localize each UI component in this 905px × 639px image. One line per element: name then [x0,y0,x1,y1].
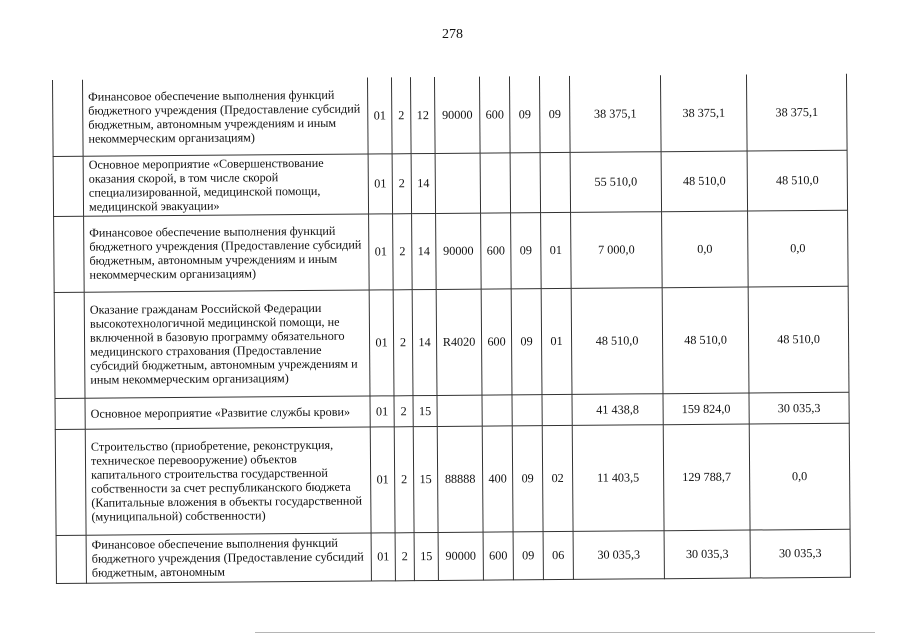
code-subsection: 06 [543,531,573,579]
code-subprogram: 2 [394,395,413,426]
index-cell [55,398,85,429]
row-name: Финансовое обеспечение выполнения функций бюджетного учреждения (Предоставление субсидий бюджетным, автономным учреждениям и иным некоммерческим организациям) [84,214,370,292]
code-expense-type [482,394,512,425]
amount-year-2: 30 035,3 [664,530,750,579]
code-subsection [542,394,572,425]
code-subsection: 02 [542,425,573,531]
amount-year-2: 38 375,1 [660,75,747,152]
code-expense-type [480,152,510,212]
code-direction: 90000 [438,532,483,580]
amount-year-2: 48 510,0 [662,287,749,394]
amount-year-3: 30 035,3 [750,529,850,578]
table-row [54,286,849,398]
code-direction: R4020 [436,289,482,395]
code-program: 01 [370,426,395,532]
index-cell [52,80,83,156]
row-name: Оказание гражданам Российской Федерации высокотехнологичной медицинской помощи, не включенной в базовую программу обязательного медицинского страхования (Предоставление субсидий бюджетным, автономным учреждениям и иным некоммерческим организациям) [84,290,370,398]
row-name: Строительство (приобретение, реконструкция, техническое перевооружение) объектов капитального строительства государственной собственности за счет республиканского бюджета (Капитальные вложения в объекты государственной (муниципальной) собственности) [85,427,371,535]
code-direction: 90000 [434,77,480,153]
amount-year-1: 30 035,3 [573,530,664,579]
scan-artifact-line [255,632,875,633]
amount-year-2: 129 788,7 [663,424,750,531]
amount-year-3: 38 375,1 [746,74,847,151]
amount-year-3: 0,0 [749,423,850,530]
code-program: 01 [369,289,394,395]
amount-year-3: 48 510,0 [747,150,847,211]
amount-year-1: 41 438,8 [572,393,663,425]
code-expense-type: 600 [481,288,512,394]
code-measure: 15 [413,395,437,426]
code-section [510,152,540,212]
amount-year-1: 11 403,5 [572,424,664,531]
code-measure: 14 [412,289,437,395]
amount-year-1: 7 000,0 [571,211,663,288]
budget-table [52,74,851,584]
index-cell [56,535,86,583]
code-subprogram: 2 [393,213,413,289]
code-section: 09 [511,288,542,394]
amount-year-2: 0,0 [662,211,749,288]
code-section: 09 [509,76,540,152]
index-cell [54,292,85,398]
code-subsection [540,152,570,212]
table-row [54,210,849,292]
code-program: 01 [369,213,394,289]
code-program: 01 [367,77,392,153]
page-number: 278 [442,27,463,42]
table-row [52,74,847,156]
code-expense-type: 600 [481,212,512,288]
code-measure: 15 [413,426,438,532]
code-measure: 12 [410,77,435,153]
code-subprogram: 2 [392,153,411,213]
code-direction [435,153,480,213]
code-section: 09 [511,212,542,288]
amount-year-3: 0,0 [748,210,849,287]
code-direction [437,395,482,426]
amount-year-2: 48 510,0 [661,151,747,212]
code-program: 01 [371,532,395,580]
amount-year-1: 38 375,1 [569,75,661,152]
code-direction: 90000 [436,213,482,289]
budget-table-container [52,74,851,584]
row-name: Основное мероприятие «Развитие службы крови» [85,396,370,429]
code-subsection: 09 [539,76,570,152]
code-expense-type: 600 [479,76,510,152]
index-cell [55,429,86,535]
code-section: 09 [512,425,543,531]
amount-year-1: 55 510,0 [570,151,661,212]
code-program: 01 [368,153,392,213]
table-row [55,423,850,535]
code-measure: 15 [414,532,438,580]
code-subsection: 01 [541,288,572,394]
row-name: Финансовое обеспечение выполнения функций бюджетного учреждения (Предоставление субсидий бюджетным, автономным учреждениям и иным некоммерческим организациям) [82,78,368,156]
code-measure: 14 [411,153,435,213]
code-measure: 14 [412,213,437,289]
code-subprogram: 2 [395,532,414,580]
code-direction: 88888 [437,426,483,532]
index-cell [53,156,83,216]
table-row [56,529,850,583]
code-subprogram: 2 [391,77,411,153]
amount-year-2: 159 824,0 [663,393,749,425]
code-program: 01 [370,395,394,426]
row-name: Основное мероприятие «Совершенствование оказания скорой, в том числе скорой специализированной, медицинской помощи, медицинской эвакуации» [83,154,368,216]
amount-year-3: 48 510,0 [748,286,849,393]
code-subprogram: 2 [393,289,413,395]
table-row [53,150,847,216]
code-expense-type: 400 [482,425,513,531]
code-section: 09 [513,531,543,579]
index-cell [54,216,85,292]
amount-year-3: 30 035,3 [749,392,849,424]
code-subsection: 01 [541,212,572,288]
code-subprogram: 2 [394,426,414,532]
code-section [512,394,542,425]
row-name: Финансовое обеспечение выполнения функций бюджетного учреждения (Предоставление субсидий бюджетным, автономным [86,533,371,583]
amount-year-1: 48 510,0 [571,287,663,394]
code-expense-type: 600 [483,531,513,579]
